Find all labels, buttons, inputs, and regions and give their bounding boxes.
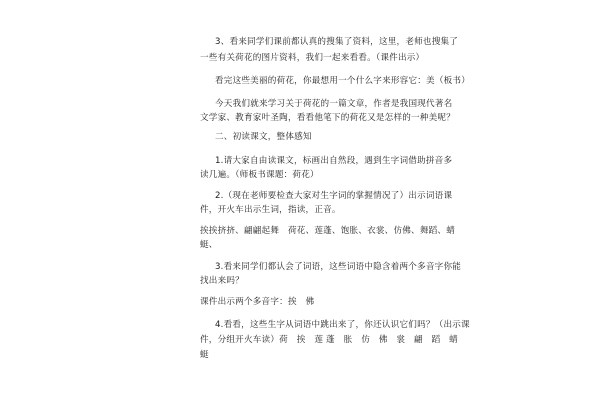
text-line: 4.看看，这些生字从词语中跳出来了，你还认识它们吗？（出示课	[215, 320, 470, 330]
text-line: 件，开火车出示生词，指读，正音。	[200, 205, 341, 215]
text-line: 读几遍。（师板书课题：荷花）	[200, 170, 319, 180]
polyphonic-characters-line: 课件出示两个多音字：挨 佛	[200, 297, 315, 307]
text-line: 件，分组开火车读）荷 挨 莲 蓬 胀 仿 佛 裳 翩 蹈 蜻	[200, 335, 458, 345]
text-line: 蜓	[200, 350, 209, 360]
vocabulary-line: 挨挨挤挤、翩翩起舞 荷花、莲蓬、饱胀、衣裳、仿佛、舞蹈、蜻	[200, 226, 456, 236]
text-line: 文学家、教育家叶圣陶，看看他笔下的荷花又是怎样的一种美呢？	[200, 113, 456, 123]
vocabulary-line: 蜓、	[200, 240, 218, 250]
text-line: 2.（现在老师要检查大家对生字词的掌握情况了）出示词语课	[215, 191, 453, 201]
text-line: 今天我们就来学习关于荷花的一篇文章，作者是我国现代著名	[215, 99, 453, 109]
text-line: 3、看来同学们课前都认真的搜集了资料，这里，老师也搜集了	[215, 37, 459, 47]
text-line: 3.看来同学们都认会了词语，这些词语中隐含着两个多音字你能	[215, 262, 462, 272]
text-line: 看完这些美丽的荷花，你最想用一个什么字来形容它：美（板书）	[215, 76, 471, 86]
text-line: 1.请大家自由读课文，标画出自然段，遇到生字词借助拼音多	[215, 156, 453, 166]
text-line: 一些有关荷花的图片资料，我们一起来看看。（课件出示）	[200, 53, 425, 63]
section-heading: 二、初读课文，整体感知	[215, 132, 312, 142]
text-line: 找出来吗？	[200, 276, 244, 286]
